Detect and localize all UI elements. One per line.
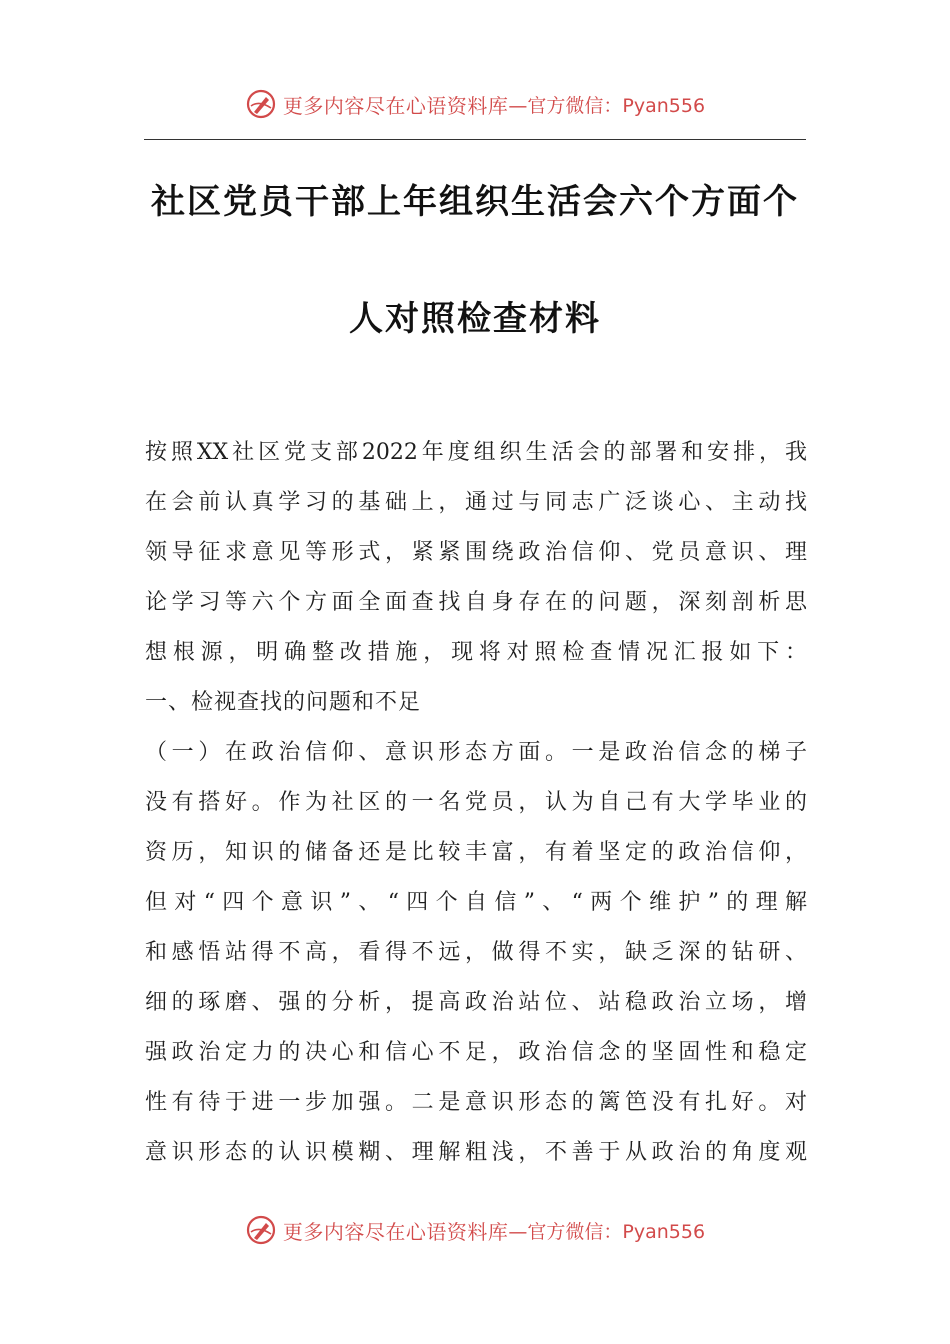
pen-circle-icon xyxy=(245,88,277,120)
body-line: 但对“四个意识”、“四个自信”、“两个维护”的理解 xyxy=(145,890,807,915)
section-heading: 一、检视查找的问题和不足 xyxy=(145,690,422,715)
body-line: 性有待于进一步加强。二是意识形态的篱笆没有扎好。对 xyxy=(145,1090,807,1115)
banner-contact-text: —官方微信：Pyan556 xyxy=(508,94,706,117)
document-title-line2: 人对照检查材料 xyxy=(349,299,601,339)
footer-banner xyxy=(0,1210,950,1250)
document-title-line1: 社区党员干部上年组织生活会六个方面个 xyxy=(151,182,799,222)
body-line: 论学习等六个方面全面查找自身存在的问题，深刻剖析思 xyxy=(145,590,807,615)
body-line: 和感悟站得不高，看得不远，做得不实，缺乏深的钻研、 xyxy=(145,940,807,965)
header-banner xyxy=(0,84,950,124)
pen-circle-icon xyxy=(245,1214,277,1246)
body-line: 意识形态的认识模糊、理解粗浅，不善于从政治的角度观 xyxy=(145,1140,807,1165)
body-line: 想根源，明确整改措施，现将对照检查情况汇报如下： xyxy=(145,640,807,665)
document-body xyxy=(145,428,807,1178)
body-line: 强政治定力的决心和信心不足，政治信念的坚固性和稳定 xyxy=(145,1040,807,1065)
body-line: 没有搭好。作为社区的一名党员，认为自己有大学毕业的 xyxy=(145,790,807,815)
body-line: 领导征求意见等形式，紧紧围绕政治信仰、党员意识、理 xyxy=(145,540,807,565)
body-line: 细的琢磨、强的分析，提高政治站位、站稳政治立场，增 xyxy=(145,990,807,1015)
body-line: 资历，知识的储备还是比较丰富，有着坚定的政治信仰， xyxy=(145,840,807,865)
body-line: 在会前认真学习的基础上，通过与同志广泛谈心、主动找 xyxy=(145,490,807,515)
body-line: （一）在政治信仰、意识形态方面。一是政治信念的梯子 xyxy=(145,740,807,765)
footer-brand-text: 更多内容尽在心语资料库 xyxy=(282,1219,509,1244)
banner-brand-text: 更多内容尽在心语资料库 xyxy=(282,93,509,118)
body-line: 按照XX社区党支部2022年度组织生活会的部署和安排，我 xyxy=(145,440,807,465)
header-divider xyxy=(144,139,806,140)
footer-contact-text: —官方微信：Pyan556 xyxy=(508,1220,706,1243)
